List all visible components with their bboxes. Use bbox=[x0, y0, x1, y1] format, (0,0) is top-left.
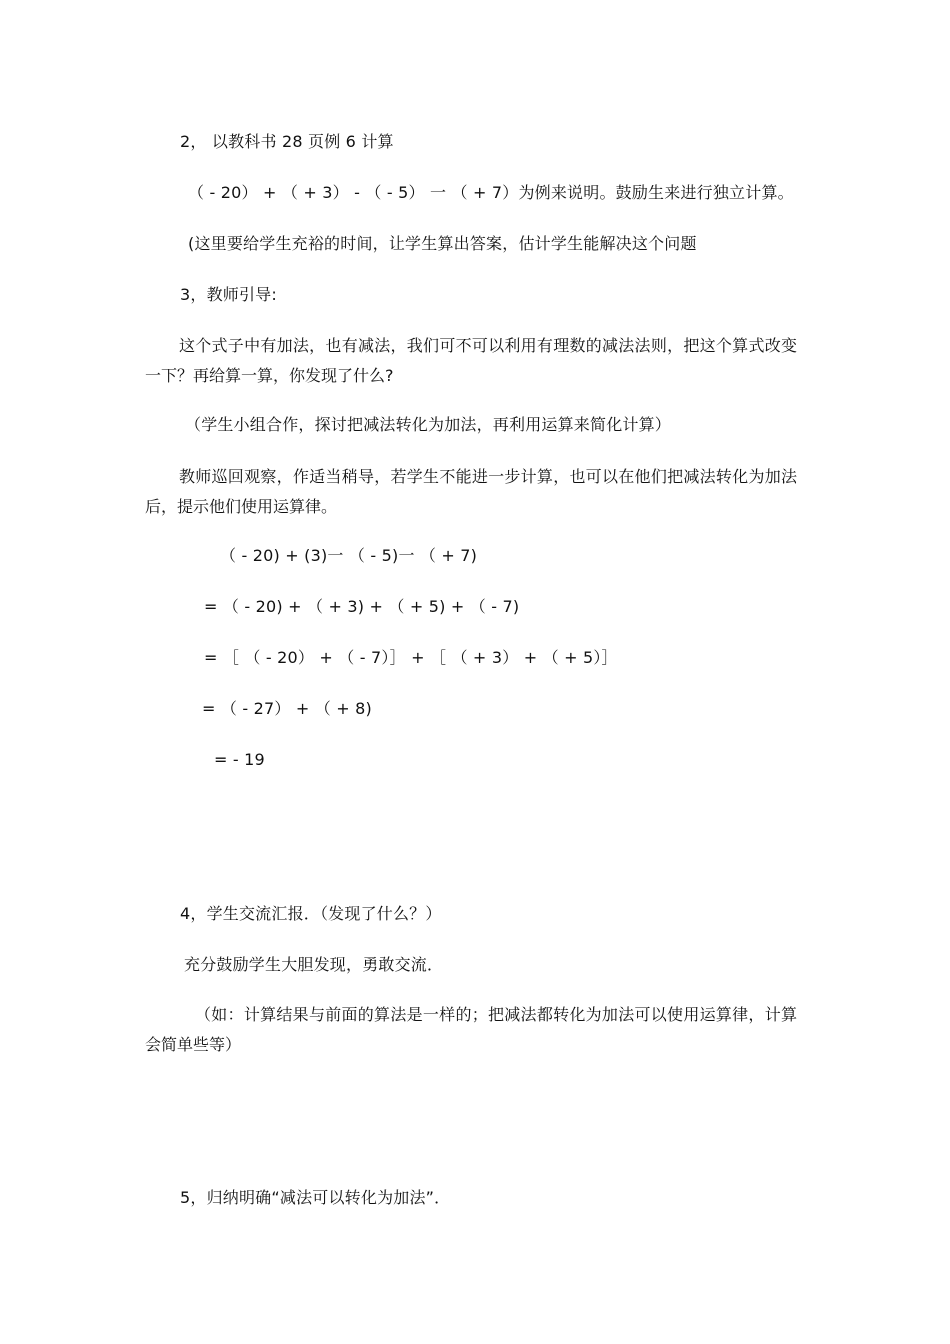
step4-example-paragraph: （如：计算结果与前面的算法是一样的；把减法都转化为加法可以使用运算律，计算会简单些等） bbox=[145, 1005, 797, 1054]
step5-heading: 5，归纳明确“减法可以转化为加法”． bbox=[180, 1188, 451, 1207]
step4-heading: 4，学生交流汇报．（发现了什么？） bbox=[180, 904, 442, 923]
calculation-line-4: = （ - 27） + （ + 8) bbox=[202, 699, 372, 718]
step3-heading: 3，教师引导: bbox=[180, 285, 277, 304]
step2-heading: 2， 以教科书 28 页例 6 计算 bbox=[180, 132, 394, 151]
step2-expression: （ - 20） + （ + 3） - （ - 5） 一 （ + 7）为例来说明。鼓励生来进行独立计算。 bbox=[188, 183, 794, 202]
step3-question-paragraph: 这个式子中有加法，也有减法，我们可不可以利用有理数的减法法则，把这个算式改变一下？再给算一算，你发现了什么? bbox=[145, 336, 797, 385]
step4-encourage: 充分鼓励学生大胆发现，勇敢交流． bbox=[184, 955, 444, 974]
step3-teacher-paragraph: 教师巡回观察，作适当稍导，若学生不能进一步计算，也可以在他们把减法转化为加法后，提示他们使用运算律。 bbox=[145, 467, 797, 516]
calculation-result: = - 19 bbox=[214, 750, 265, 769]
calculation-line-3: = ［ （ - 20） + （ - 7）］ + ［ （ + 3） + （ + 5）］ bbox=[204, 648, 618, 667]
step3-group-note: （学生小组合作，探讨把减法转化为加法，再利用运算来简化计算） bbox=[185, 415, 672, 434]
calculation-line-1: （ - 20) + (3)一 （ - 5)一 （ + 7) bbox=[220, 546, 478, 565]
step2-note: (这里要给学生充裕的时间，让学生算出答案，估计学生能解决这个问题 bbox=[188, 234, 697, 253]
calculation-line-2: = （ - 20) + （ + 3) + （ + 5) + （ - 7) bbox=[204, 597, 520, 616]
